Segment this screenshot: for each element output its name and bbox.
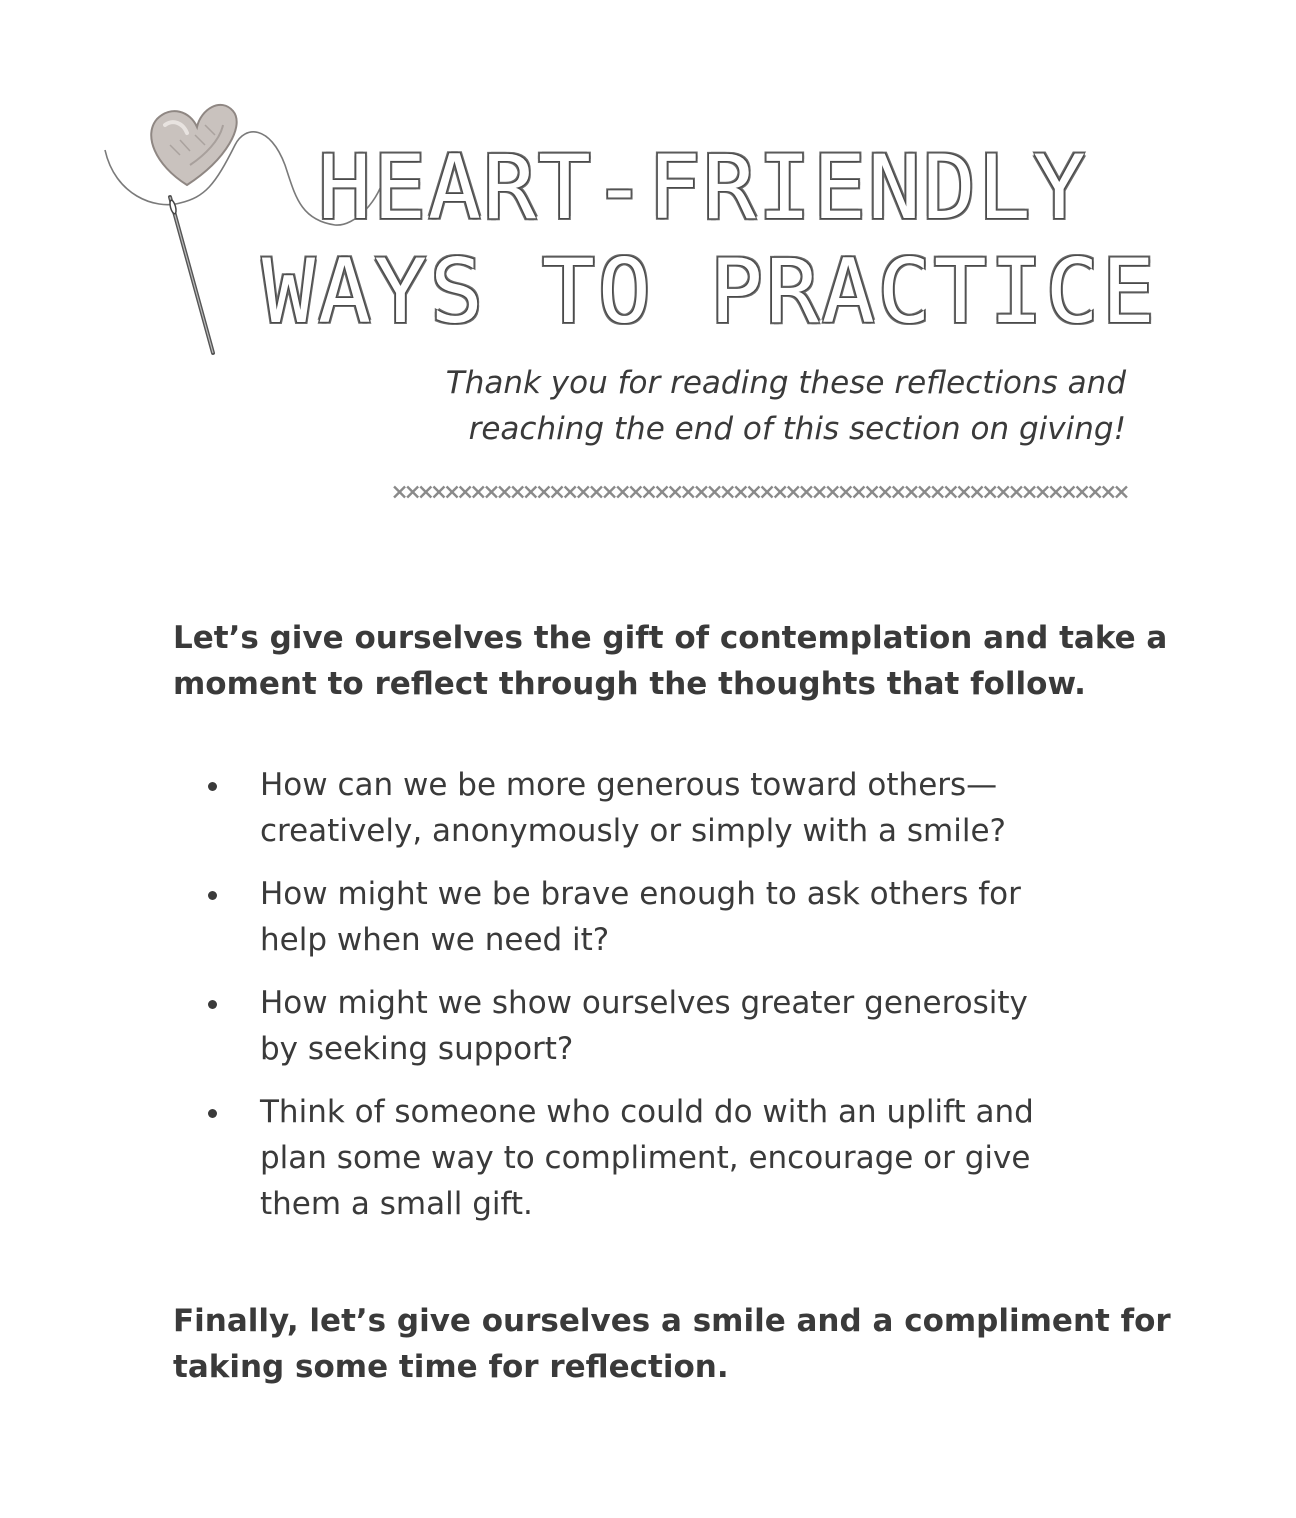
cross-stitch-divider (393, 482, 1128, 502)
stitch-mark (512, 486, 523, 497)
stitch-mark (867, 486, 878, 497)
subtitle (366, 360, 1126, 452)
stitch-mark (394, 486, 405, 497)
list-item (173, 980, 1133, 1072)
list-item-line: How can we be more generous toward others— (260, 767, 998, 803)
stitch-mark (1037, 486, 1048, 497)
stitch-mark (604, 486, 615, 497)
stitch-mark (788, 486, 799, 497)
stitch-mark (945, 486, 956, 497)
list-item-line: help when we need it? (260, 922, 610, 958)
bullet-icon (208, 1109, 217, 1118)
stitch-mark (670, 486, 681, 497)
list-item-line: plan some way to compliment, encourage or give (260, 1140, 1031, 1176)
stitch-mark (958, 486, 969, 497)
list-item (173, 762, 1133, 854)
bullet-icon (208, 891, 217, 900)
list-item-line: How might we be brave enough to ask others for (260, 876, 1021, 912)
stitch-mark (499, 486, 510, 497)
list-item-line: them a small gift. (260, 1186, 533, 1222)
stitch-mark (486, 486, 497, 497)
closing-line: Finally, let’s give ourselves a smile and a compliment for (173, 1303, 1171, 1339)
stitch-mark (565, 486, 576, 497)
stitch-mark (919, 486, 930, 497)
stitch-mark (643, 486, 654, 497)
stitch-mark (840, 486, 851, 497)
stitch-mark (552, 486, 563, 497)
subtitle-line: reaching the end of this section on giving! (468, 411, 1126, 447)
stitch-mark (893, 486, 904, 497)
list-item-line: creatively, anonymously or simply with a smile? (260, 813, 1006, 849)
stitch-mark (1116, 486, 1127, 497)
stitch-mark (657, 486, 668, 497)
stitch-mark (814, 486, 825, 497)
stitch-mark (775, 486, 786, 497)
list-item-line: How might we show ourselves greater generosity (260, 985, 1028, 1021)
stitch-mark (985, 486, 996, 497)
stitch-mark (1011, 486, 1022, 497)
page-title-line-2: WAYS TO PRACTICE (262, 240, 1158, 343)
stitch-mark (932, 486, 943, 497)
stitch-mark (683, 486, 694, 497)
stitch-mark (906, 486, 917, 497)
stitch-mark (617, 486, 628, 497)
stitch-mark (1090, 486, 1101, 497)
stitch-mark (460, 486, 471, 497)
stitch-mark (420, 486, 431, 497)
stitch-mark (1050, 486, 1061, 497)
closing-line: taking some time for reflection. (173, 1349, 729, 1385)
stitch-mark (407, 486, 418, 497)
stitch-mark (1077, 486, 1088, 497)
stitch-mark (696, 486, 707, 497)
stitch-mark (972, 486, 983, 497)
stitch-mark (1103, 486, 1114, 497)
reflection-list (173, 762, 1133, 1244)
stitch-mark (748, 486, 759, 497)
stitch-mark (709, 486, 720, 497)
needle-icon (169, 197, 213, 353)
bullet-icon (208, 1000, 217, 1009)
intro-line: Let’s give ourselves the gift of contemplation and take a (173, 620, 1168, 656)
list-item (173, 871, 1133, 963)
stitch-mark (853, 486, 864, 497)
intro-line: moment to reflect through the thoughts that follow. (173, 666, 1086, 702)
stitch-mark (630, 486, 641, 497)
stitch-mark (762, 486, 773, 497)
stitch-mark (1063, 486, 1074, 497)
stitch-mark (722, 486, 733, 497)
list-item (173, 1089, 1133, 1227)
list-item-line: by seeking support? (260, 1031, 574, 1067)
stitch-mark (827, 486, 838, 497)
bullet-icon (208, 782, 217, 791)
stitch-mark (538, 486, 549, 497)
stitch-mark (591, 486, 602, 497)
stitch-mark (801, 486, 812, 497)
closing-paragraph (173, 1298, 1171, 1390)
stitch-mark (578, 486, 589, 497)
list-item-line: Think of someone who could do with an uplift and (260, 1094, 1034, 1130)
stitch-mark (1024, 486, 1035, 497)
stitch-mark (433, 486, 444, 497)
stitch-mark (735, 486, 746, 497)
subtitle-line: Thank you for reading these reflections and (445, 365, 1126, 401)
stitch-mark (525, 486, 536, 497)
intro-paragraph (173, 615, 1168, 707)
stitch-mark (998, 486, 1009, 497)
stitch-mark (880, 486, 891, 497)
page-title-line-1: HEART-FRIENDLY (318, 136, 1088, 239)
heart-icon (151, 105, 236, 185)
stitch-mark (473, 486, 484, 497)
stitch-mark (447, 486, 458, 497)
